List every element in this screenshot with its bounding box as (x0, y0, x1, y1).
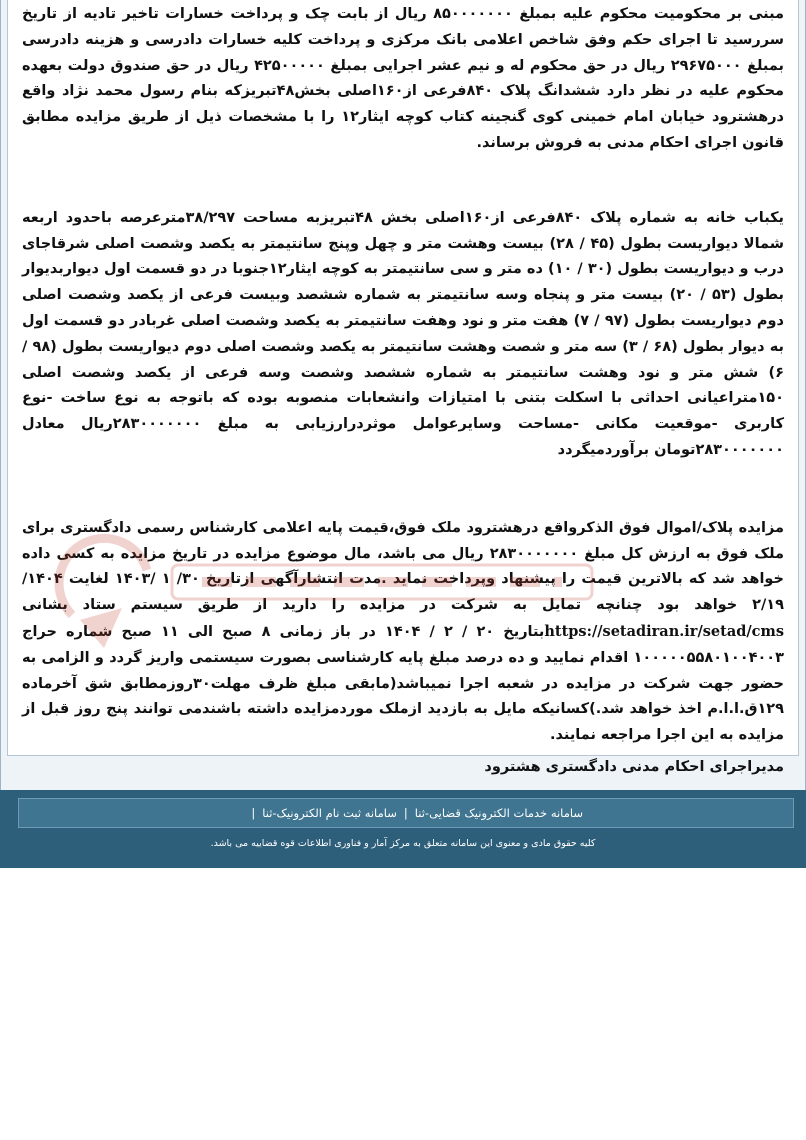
paragraph-3-text-start: مزایده پلاک/اموال فوق الذکرواقع درهشترود ملک فوق،قیمت پایه اعلامی کارشناس رسمی دادگستری برای ملک فوق به ارزش کل مبلغ ۲۸۳۰۰۰۰۰۰۰ ریال می باشد، مال موضوع مزایده در تاریخ مزایده به کسی داده خواهد شد که بالاترین قیمت را پیشنهاد وپرداخت نماید .مدت انتشارآگهی ازتاریخ ۳۰/ ۱ /۱۴۰۳ لغایت ۱۴۰۴/ ۲/۱۹ خواهد بود چنانچه تمایل به شرکت در مزایده را دارید از طریق سیستم ستاد بشانی (22, 519, 784, 614)
footer (0, 790, 806, 868)
footer-link-sana-services[interactable]: سامانه خدمات الکترونیک قضایی-ثنا (414, 806, 583, 820)
footer-separator-end: | (251, 806, 256, 820)
setad-url[interactable]: https://setadiran.ir/setad/cms (544, 622, 784, 640)
footer-links-bar (18, 798, 794, 828)
notice-paragraph-1: مبنی بر محکومیت محکوم علیه بمبلغ ۸۵۰۰۰۰۰۰۰ ریال از بابت چک و پرداخت خسارات تاخیر تادیه از تاریخ سررسید تا اجرای حکم وفق شاخص اعلامی بانک مرکزی و پرداخت کلیه خسارات دادرسی و هزینه دادرسی بمبلغ ۲۹۶۷۵۰۰۰ ریال در حق محکوم له و نیم عشر اجرایی بمبلغ ۴۲۵۰۰۰۰۰ ریال در حق صندوق دولت بعهده محکوم علیه در نظر دارد ششدانگ پلاک ۸۴۰فرعی از۱۶۰اصلی بخش۴۸تبریزکه بنام رسول محمد نژاد واقع درهشترود خیابان امام خمینی کوی گنجینه کتاب کوچه ایثار۱۲ را با مشخصات ذیل از طریق مزایده مطابق قانون اجرای احکام مدنی به فروش برساند. (22, 6, 785, 151)
footer-separator: | (403, 806, 408, 820)
notice-paragraph-3 (8, 516, 798, 749)
signature: مدیراجرای احکام مدنی دادگستری هشترود (484, 758, 784, 775)
notice-paragraph-2: یکباب خانه به شماره پلاک ۸۴۰فرعی از۱۶۰اصلی بخش ۴۸تبریزبه مساحت ۳۸/۲۹۷مترعرصه باحدود اربعه شمالا دیواریست بطول (۴۵ / ۲۸) بیست وهشت متر و چهل وپنج سانتیمتر به یکصد وشصت اصلی شرقاجای درب و دیواریست بطول (۳۰ / ۱۰) ده متر و سی سانتیمتر به کوچه ایثار۱۲جنوبا در دو قسمت اول دیواربدیوار بطول (۵۳ / ۲۰) بیست متر و پنجاه وسه سانتیمتر به شماره ششصد وبیست فرعی از یکصد وشصت اصلی دوم دیواریست بطول (۹۷ / ۷) هفت متر و نود وهفت سانتیمتر به یکصد وشصت اصلی غربادر دو قسمت اول به دیوار بطول (۶۸ / ۳) سه متر و شصت وهشت سانتیمتر به یکصد وشصت اصلی دوم دیواریست بطول (۹۸ / ۶) شش متر و نود وهشت سانتیمتر به شماره ششصد وشصت وسه فرعی از یکصد وشصت اصلی ۱۵۰متراعیانی احداثی با اسکلت بتنی با امتیازات وانشعابات منصوبه بوده که باتوجه به نوع ساخت -نوع کاربری -موقعیت مکانی -مساحت وسایرعوامل موثردرارزیابی به مبلغ ۲۸۳۰۰۰۰۰۰۰ریال معادل ۲۸۳۰۰۰۰۰۰۰تومان برآوردمیگردد (22, 209, 785, 458)
paragraph-3-text-end: بتاریخ ۲۰ / ۲ / ۱۴۰۴ در باز زمانی ۸ صبح الی ۱۱ صبح شماره حراج ۱۰۰۰۰۰۵۵۸۰۱۰۰۴۰۰۳ اقدام نمایید و ده درصد مبلغ پایه کارشناسی بصورت سیستمی واریز گردد و الزامی به حضور جهت شرکت در مزایده در شعبه اجرا نمیباشد(مابقی مبلغ ظرف مهلت۳۰روزمطابق شق آخرماده ۱۲۹ق.ا.ا.م اخذ خواهد شد.)کسانیکه مایل به بازدید ازملک موردمزایده داشته باشندمی توانند پنج روز قبل از مزایده به این اجرا مراجعه نمایند. (22, 623, 785, 744)
footer-link-sana-registration[interactable]: سامانه ثبت نام الکترونیک-ثنا (262, 806, 397, 820)
notice-content (7, 0, 799, 775)
copyright-text: کلیه حقوق مادی و معنوی این سامانه متعلق به مرکز آمار و فناوری اطلاعات قوه قضاییه می باشد. (210, 838, 596, 849)
